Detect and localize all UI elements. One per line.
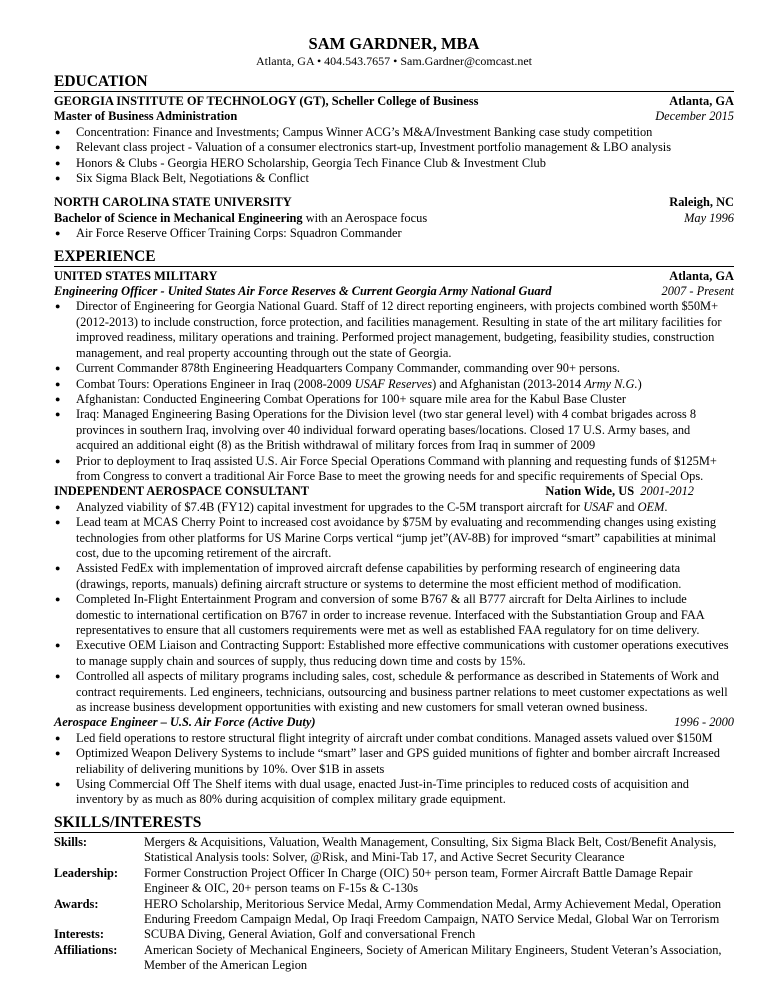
list-item: ● Executive OEM Liaison and Contracting Support: Established more effective communications with customer operations executives to manage supply chain and sources of supply, thus reducing down time and costs by 15%.	[54, 638, 734, 669]
job-header	[54, 484, 734, 499]
job-dates: 1996 - 2000	[674, 715, 734, 730]
list-item: ● Air Force Reserve Officer Training Corps: Squadron Commander	[54, 226, 734, 241]
school-header	[54, 195, 734, 210]
job-consultant	[54, 484, 734, 715]
skills-heading: SKILLS/INTERESTS	[54, 812, 734, 833]
degree-row	[54, 211, 734, 226]
combat-text: )	[637, 376, 642, 391]
school-name: NORTH CAROLINA STATE UNIVERSITY	[54, 195, 292, 210]
education-bullets	[54, 226, 734, 241]
degree-suffix: with an Aerospace focus	[302, 210, 428, 225]
consultant-bullets	[54, 500, 734, 716]
experience-heading: EXPERIENCE	[54, 246, 734, 267]
skill-label: Interests:	[54, 927, 105, 942]
skills-table	[54, 835, 734, 974]
skill-label: Awards:	[54, 896, 99, 911]
bullet-text: .	[664, 499, 668, 514]
school-location: Atlanta, GA	[669, 94, 734, 108]
list-item: ● Six Sigma Black Belt, Negotiations & Conflict	[54, 171, 734, 186]
school-ncsu	[54, 195, 734, 241]
skill-label: Leadership:	[54, 865, 119, 880]
school-name: GEORGIA INSTITUTE OF TECHNOLOGY (GT), Scheller College of Business	[54, 94, 479, 108]
degree-row	[54, 109, 734, 124]
combat-text: ) and Afghanistan (2013-2014	[432, 376, 585, 391]
job-airforce	[54, 715, 734, 807]
role-row	[54, 284, 734, 299]
employer-name: UNITED STATES MILITARY	[54, 268, 218, 283]
list-item: ● Relevant class project - Valuation of a consumer electronics start-up, Investment portfolio management & LBO analysis	[54, 140, 734, 155]
list-item: ● Controlled all aspects of military programs including sales, cost, schedule & performance as described in Statements of Work and contract requirements. Led engineers, technicians, outsourcing and business partner relations to meet customer expectations as well as increase business development opportunities with existing and new customers for small veteran owned business.	[54, 669, 734, 715]
list-item: ● Afghanistan: Conducted Engineering Combat Operations for 100+ square mile area for the Kabul Base Cluster	[54, 392, 734, 407]
combat-italic: USAF Reserves	[354, 376, 433, 391]
skill-text: Former Construction Project Officer In Charge (OIC) 50+ person team, Former Aircraft Battle Damage Repair Engineer & OIC, 20+ person teams on F-15s & C-130s	[144, 865, 693, 896]
list-item	[54, 377, 734, 392]
list-item: ● Using Commercial Off The Shelf items with dual usage, enacted Just-in-Time principles to reduced costs of acquisition and inventory by as much as 80% during acquisition of complex military grade equipment.	[54, 777, 734, 808]
skill-row	[54, 927, 734, 942]
skill-label: Skills:	[54, 834, 88, 849]
list-item: ● Current Commander 878th Engineering Headquarters Company Commander, commanding over 90+ persons.	[54, 361, 734, 376]
job-military	[54, 269, 734, 485]
bullet-text: Analyzed viability of $7.4B (FY12) capital investment for upgrades to the C-5M transport aircraft for	[76, 499, 584, 514]
degree-title: Bachelor of Science in Mechanical Engineering	[54, 210, 303, 225]
skill-row	[54, 866, 734, 897]
employer-meta	[545, 484, 734, 499]
list-item: ● Concentration: Finance and Investments; Campus Winner ACG’s M&A/Investment Banking case study competition	[54, 125, 734, 140]
list-item: ● Prior to deployment to Iraq assisted U.S. Air Force Special Operations Command with planning and requesting funds of $125M+ from Congress to convert a traditional Air Force Base to meet the growing needs for and specific requirements of Special Ops.	[54, 454, 734, 485]
skill-row	[54, 897, 734, 928]
contact-line: Atlanta, GA • 404.543.7657 • Sam.Gardner@comcast.net	[255, 54, 533, 68]
education-bullets	[54, 125, 734, 187]
skill-text: Mergers & Acquisitions, Valuation, Wealth Management, Consulting, Six Sigma Black Belt, Cost/Benefit Analysis, Statistical Analysis tools: Solver, @Risk, and Mini-Tab 17, and Active Secret Security Clearance	[144, 834, 717, 865]
school-header	[54, 94, 734, 109]
school-gt	[54, 94, 734, 186]
skill-row	[54, 943, 734, 974]
airforce-bullets	[54, 731, 734, 808]
list-item: ● Honors & Clubs - Georgia HERO Scholarship, Georgia Tech Finance Club & Investment Club	[54, 156, 734, 171]
job-dates: 2001-2012	[640, 484, 694, 499]
candidate-name: SAM GARDNER, MBA	[308, 34, 480, 53]
list-item: ● Director of Engineering for Georgia National Guard. Staff of 12 direct reporting engineers, with projects combined worth $50M+ (2012-2013) to include construction, force protection, and facilities management. Resulting in state of the art military facilities for improved readiness, military operations and training. Performed project management, budgeting, feasibility studies, construction management, and real property accounting through out the state of Georgia.	[54, 299, 734, 361]
degree	[54, 109, 237, 124]
skill-text: American Society of Mechanical Engineers, Society of American Military Engineers, Student Veteran’s Association, Member of the American Legion	[144, 942, 722, 973]
skill-text: HERO Scholarship, Meritorious Service Medal, Army Commendation Medal, Army Achievement Medal, Operation Enduring Freedom Campaign Medal, Op Iraqi Freedom Campaign, NATO Service Medal, Global War on Terrorism	[144, 896, 722, 926]
job-role: Engineering Officer - United States Air Force Reserves & Current Georgia Army National Guard	[54, 284, 552, 299]
job-header	[54, 269, 734, 284]
job-role: Aerospace Engineer – U.S. Air Force (Active Duty)	[54, 715, 316, 730]
education-heading: EDUCATION	[54, 71, 734, 92]
employer-location: Nation Wide, US	[545, 484, 635, 499]
list-item: ● Completed In-Flight Entertainment Program and conversion of some B767 & all B777 aircraft for Delta Airlines to include domestic to international certification on B767 in order to increase revenue. Interfaced with the Substantiation Group and FAA representatives to ensure that all customers requirements were met as well as established FAA regulatory for on time delivery.	[54, 592, 734, 638]
bullet-italic: USAF	[583, 499, 614, 514]
combat-italic: Army N.G.	[584, 376, 638, 391]
list-item: ● Iraq: Managed Engineering Basing Operations for the Division level (two star general level) with 4 combat brigades across 8 provinces in southern Iraq, involving over 40 individual forward operating bases/locations. Closed 17 U.S. Army bases, and acquired an additional eight (8) as the British withdrawal of military forces from Iraq in summer of 2009	[54, 407, 734, 453]
degree-date: May 1996	[684, 210, 734, 225]
job-dates: 2007 - Present	[661, 284, 734, 299]
skill-label: Affiliations:	[54, 942, 118, 957]
list-item: ● Optimized Weapon Delivery Systems to include “smart” laser and GPS guided munitions of fighter and bomber aircraft Increased reliability of delivering munitions by 10%. Over $1B in assets	[54, 746, 734, 777]
degree-date: December 2015	[655, 109, 734, 124]
degree-title: Master of Business Administration	[54, 109, 238, 124]
bullet-text: and	[613, 499, 638, 514]
list-item: ● Lead team at MCAS Cherry Point to increased cost avoidance by $75M by evaluating and recommending changes using existing technologies from other platforms for US Marine Corps vertical “jump jet”(AV-8B) for improved “smart” capabilities at minimal cost, due to the upcoming retirement of the aircraft.	[54, 515, 734, 561]
combat-text: Combat Tours: Operations Engineer in Iraq (2008-2009	[76, 376, 355, 391]
degree	[54, 211, 427, 226]
military-bullets	[54, 299, 734, 484]
role-row	[54, 715, 734, 730]
skill-text: SCUBA Diving, General Aviation, Golf and conversational French	[144, 927, 476, 942]
school-location: Raleigh, NC	[669, 195, 734, 210]
employer-location: Atlanta, GA	[669, 268, 734, 283]
skill-row	[54, 835, 734, 866]
list-item: ● Assisted FedEx with implementation of improved aircraft defense capabilities by performing research of engineering data (drawings, reports, manuals) defining aircraft structure or systems to determine the most efficient method of modification.	[54, 561, 734, 592]
bullet-italic: OEM	[637, 499, 665, 514]
list-item	[54, 500, 734, 515]
list-item: ● Led field operations to restore structural flight integrity of aircraft under combat conditions. Managed assets valued over $150M	[54, 731, 734, 746]
employer-name: INDEPENDENT AEROSPACE CONSULTANT	[54, 484, 309, 499]
